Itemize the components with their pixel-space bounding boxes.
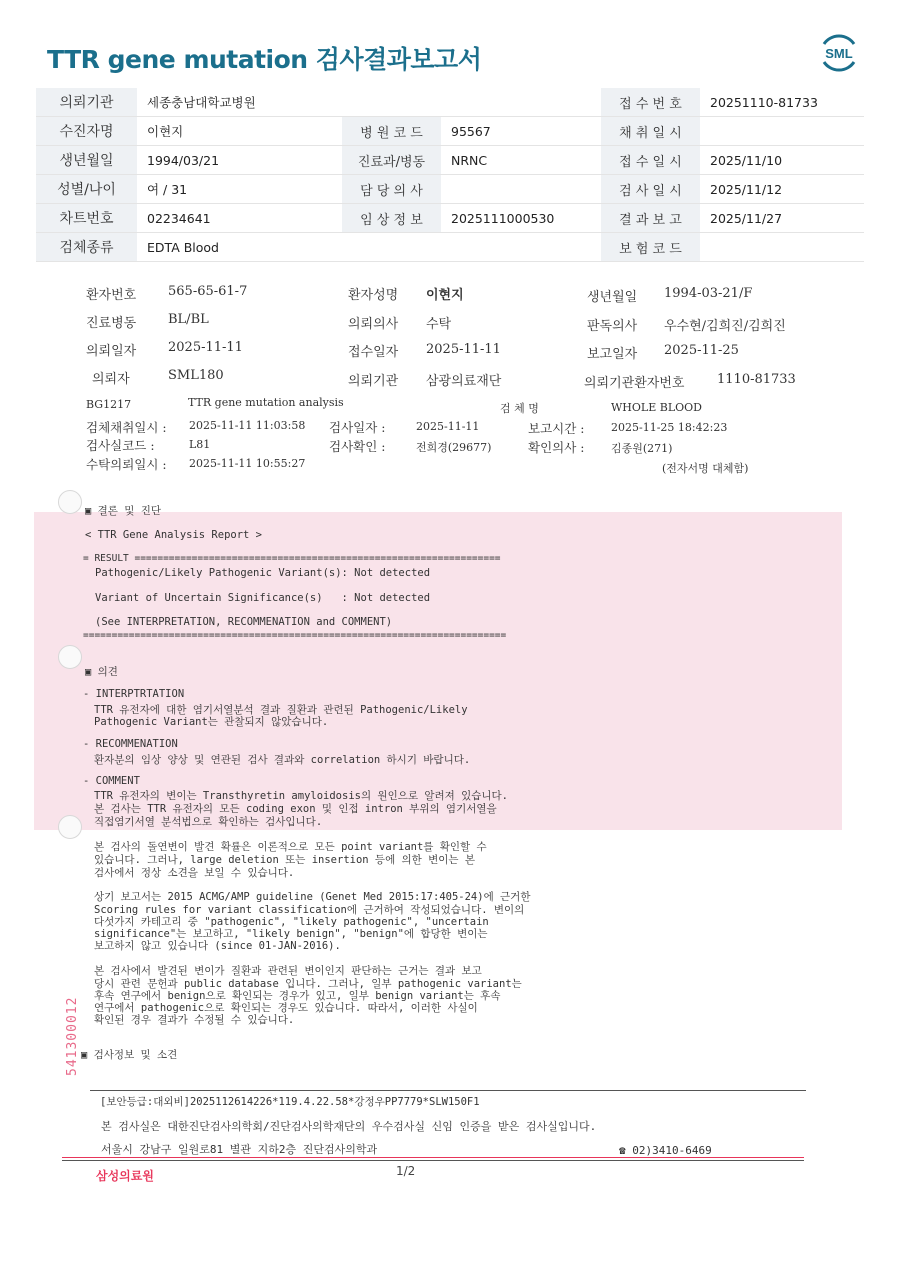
recv-date-label: 접수일자: [348, 345, 399, 360]
confirm: 전희경(29677): [416, 441, 492, 454]
header-info-table: [36, 88, 864, 262]
header-value: 2025/11/27: [700, 204, 864, 233]
equals-line: ==========================================================================: [83, 630, 507, 641]
patient-name: 이현지: [426, 288, 464, 303]
dob: 1994-03-21/F: [664, 286, 753, 301]
header-value: 2025/11/10: [700, 146, 864, 175]
header-value: 여 / 31: [137, 175, 342, 204]
sml-logo: [816, 30, 862, 76]
header-label: 생년월일: [36, 146, 137, 175]
page-number: 1/2: [396, 1164, 416, 1178]
specimen-label: 검 체 명: [500, 402, 539, 415]
section-test-info: ▣ 검사정보 및 소견: [81, 1049, 178, 1061]
org-patient-no-label: 의뢰기관환자번호: [584, 376, 685, 391]
patient-no: 565-65-61-7: [168, 284, 248, 299]
hospital-name: 삼성의료원: [96, 1169, 154, 1183]
header-label: 검체종류: [36, 233, 137, 262]
reading-doctor-label: 판독의사: [587, 319, 638, 334]
svg-text:541300012: 541300012: [65, 996, 80, 1076]
report-time-label: 보고시간 :: [528, 421, 585, 436]
recv-date: 2025-11-11: [426, 342, 501, 357]
header-label: 결 과 보 고: [601, 204, 700, 233]
header-value: 02234641: [137, 204, 342, 233]
report-date: 2025-11-25: [664, 343, 739, 358]
see-note: (See INTERPRETATION, RECOMMENATION and COMMENT): [95, 616, 393, 628]
esign-note: (전자서명 대체함): [662, 462, 749, 475]
recommendation-line1: 환자분의 임상 양상 및 연관된 검사 결과와 correlation 하시기 바랍니다.: [94, 754, 471, 766]
patient-name-label: 환자성명: [348, 288, 399, 303]
comment-line1: TTR 유전자의 변이는 Transthyretin amyloidosis의 원인으로 알려져 있습니다.: [94, 790, 508, 802]
paragraph2-line4: significance"는 보고하고, "likely benign", "benign"에 합당한 변이는: [94, 928, 488, 940]
result-vus: Variant of Uncertain Significance(s) : Not detected: [95, 592, 431, 604]
paragraph3-line5: 확인된 경우 결과가 수정될 수 있습니다.: [94, 1014, 295, 1026]
punch-hole: [58, 815, 82, 839]
header-value: 2025111000530: [441, 204, 601, 233]
header-value: EDTA Blood: [137, 233, 601, 262]
report-title: TTR gene mutation 검사결과보고서: [47, 45, 482, 74]
divider-red: [62, 1157, 804, 1158]
confirm-doc: 김종원(271): [611, 442, 673, 455]
paragraph3-line4: 연구에서 pathogenic으로 확인되는 경우도 있습니다. 따라서, 이러한 사실이: [94, 1002, 478, 1014]
req-doctor: 수탁: [426, 317, 452, 332]
report-heading: < TTR Gene Analysis Report >: [85, 529, 263, 541]
header-label: 담 당 의 사: [342, 175, 441, 204]
paragraph1-line1: 본 검사의 돌연변이 발견 확률은 이론적으로 모든 point variant를 확인할 수: [94, 841, 487, 853]
comment-line3: 직접염기서열 분석법으로 확인하는 검사입니다.: [94, 816, 323, 828]
certification-note: 본 검사실은 대한진단검사의학회/진단검사의학재단의 우수검사실 신임 인증을 받은 검사실입니다.: [101, 1120, 597, 1133]
header-value: 95567: [441, 117, 601, 146]
interpretation-line1: TTR 유전자에 대한 염기서열분석 결과 질환과 관련된 Pathogenic/Likely: [94, 704, 468, 716]
header-label: 차트번호: [36, 204, 137, 233]
header-label: 채 취 일 시: [601, 117, 700, 146]
divider-top: [90, 1090, 806, 1091]
vertical-barcode-number: [62, 968, 82, 1078]
collect: 2025-11-11 11:03:58: [189, 419, 306, 432]
report-date-label: 보고일자: [587, 347, 638, 362]
header-row: [36, 204, 864, 233]
org-patient-no: 1110-81733: [717, 372, 796, 387]
header-label: 보 험 코 드: [601, 233, 700, 262]
section-opinion: ▣ 의견: [85, 666, 118, 678]
header-value: NRNC: [441, 146, 601, 175]
ward-label: 진료병동: [86, 316, 137, 331]
specimen: WHOLE BLOOD: [611, 401, 702, 414]
req-date-label: 의뢰일자: [86, 344, 137, 359]
header-label: 성별/나이: [36, 175, 137, 204]
requester-label: 의뢰자: [92, 372, 130, 387]
paragraph2-line5: 보고하지 않고 있습니다 (since 01-JAN-2016).: [94, 940, 341, 952]
paragraph3-line3: 후속 연구에서 benign으로 확인되는 경우가 있고, 일부 benign variant는 후속: [94, 990, 501, 1002]
interpretation-line2: Pathogenic Variant는 관찰되지 않았습니다.: [94, 716, 329, 728]
test-name: TTR gene mutation analysis: [188, 396, 344, 409]
paragraph1-line3: 검사에서 정상 소견을 보일 수 있습니다.: [94, 867, 295, 879]
divider-bottom: [62, 1160, 804, 1161]
header-label: 접 수 번 호: [601, 88, 700, 117]
result-pathogenic: Pathogenic/Likely Pathogenic Variant(s): Not detected: [95, 567, 431, 579]
header-value: 1994/03/21: [137, 146, 342, 175]
trust-date-label: 수탁의뢰일시 :: [86, 457, 167, 472]
header-value: 이현지: [137, 117, 342, 146]
req-doctor-label: 의뢰의사: [348, 317, 399, 332]
paragraph2-line3: 다섯가지 카테고리 중 "pathogenic", "likely pathogenic", "uncertain: [94, 916, 489, 928]
reading-doctor: 우수현/김희진/김희진: [664, 319, 786, 334]
paragraph3-line2: 당시 관련 문헌과 public database 입니다. 그러나, 일부 pathogenic variant는: [94, 978, 522, 990]
confirm-doc-label: 확인의사 :: [528, 440, 585, 455]
header-row: [36, 88, 864, 117]
header-value: 세종충남대학교병원: [137, 88, 601, 117]
header-row: [36, 233, 864, 262]
punch-hole: [58, 490, 82, 514]
lab-phone: ☎ 02)3410-6469: [619, 1144, 712, 1157]
interpretation-heading: - INTERPTRTATION: [83, 688, 185, 700]
confirm-label: 검사확인 :: [329, 439, 386, 454]
dob-label: 생년월일: [587, 290, 638, 305]
paragraph2-line2: Scoring rules for variant classification에 근거하여 작성되었습니다. 변이의: [94, 904, 525, 916]
patient-no-label: 환자번호: [86, 288, 137, 303]
report-time: 2025-11-25 18:42:23: [611, 421, 728, 434]
header-label: 검 사 일 시: [601, 175, 700, 204]
security-line: [보안등급:대외비]2025112614226*119.4.22.58*강정우PP7779*SLW150F1: [100, 1096, 480, 1108]
comment-line2: 본 검사는 TTR 유전자의 모든 coding exon 및 인접 intron 부위의 염기서열을: [94, 803, 497, 815]
lab-code-label: 검사실코드 :: [86, 438, 155, 453]
collect-label: 검체채취일시 :: [86, 420, 167, 435]
result-line: = RESULT ================================================================: [83, 553, 501, 564]
header-value: [700, 117, 864, 146]
recommendation-heading: - RECOMMENATION: [83, 738, 178, 750]
header-value: [441, 175, 601, 204]
section-conclusion: ▣ 결론 및 진단: [85, 505, 162, 517]
header-value: 2025/11/12: [700, 175, 864, 204]
header-label: 접 수 일 시: [601, 146, 700, 175]
header-label: 임 상 정 보: [342, 204, 441, 233]
paragraph1-line2: 있습니다. 그러나, large deletion 또는 insertion 등에 의한 변이는 본: [94, 854, 476, 866]
svg-text:SML: SML: [825, 46, 853, 61]
header-value: [700, 233, 864, 262]
ward: BL/BL: [168, 312, 209, 327]
req-org: 삼광의료재단: [426, 374, 502, 389]
header-label: 의뢰기관: [36, 88, 137, 117]
test-code: BG1217: [86, 398, 132, 411]
req-org-label: 의뢰기관: [348, 374, 399, 389]
test-date: 2025-11-11: [416, 420, 480, 433]
trust-date: 2025-11-11 10:55:27: [189, 457, 306, 470]
header-row: [36, 146, 864, 175]
header-label: 병 원 코 드: [342, 117, 441, 146]
lab-address: 서울시 강남구 일원로81 별관 지하2층 진단검사의학과: [101, 1143, 378, 1156]
header-row: [36, 175, 864, 204]
lab-code: L81: [189, 438, 211, 451]
requester: SML180: [168, 368, 224, 383]
header-label: 수진자명: [36, 117, 137, 146]
header-label: 진료과/병동: [342, 146, 441, 175]
req-date: 2025-11-11: [168, 340, 243, 355]
header-row: [36, 117, 864, 146]
header-value: 20251110-81733: [700, 88, 864, 117]
paragraph2-line1: 상기 보고서는 2015 ACMG/AMP guideline (Genet Med 2015:17:405-24)에 근거한: [94, 891, 531, 903]
test-date-label: 검사일자 :: [329, 420, 386, 435]
paragraph3-line1: 본 검사에서 발견된 변이가 질환과 관련된 변이인지 판단하는 근거는 결과 보고: [94, 965, 482, 977]
punch-hole: [58, 645, 82, 669]
comment-heading: - COMMENT: [83, 775, 140, 787]
